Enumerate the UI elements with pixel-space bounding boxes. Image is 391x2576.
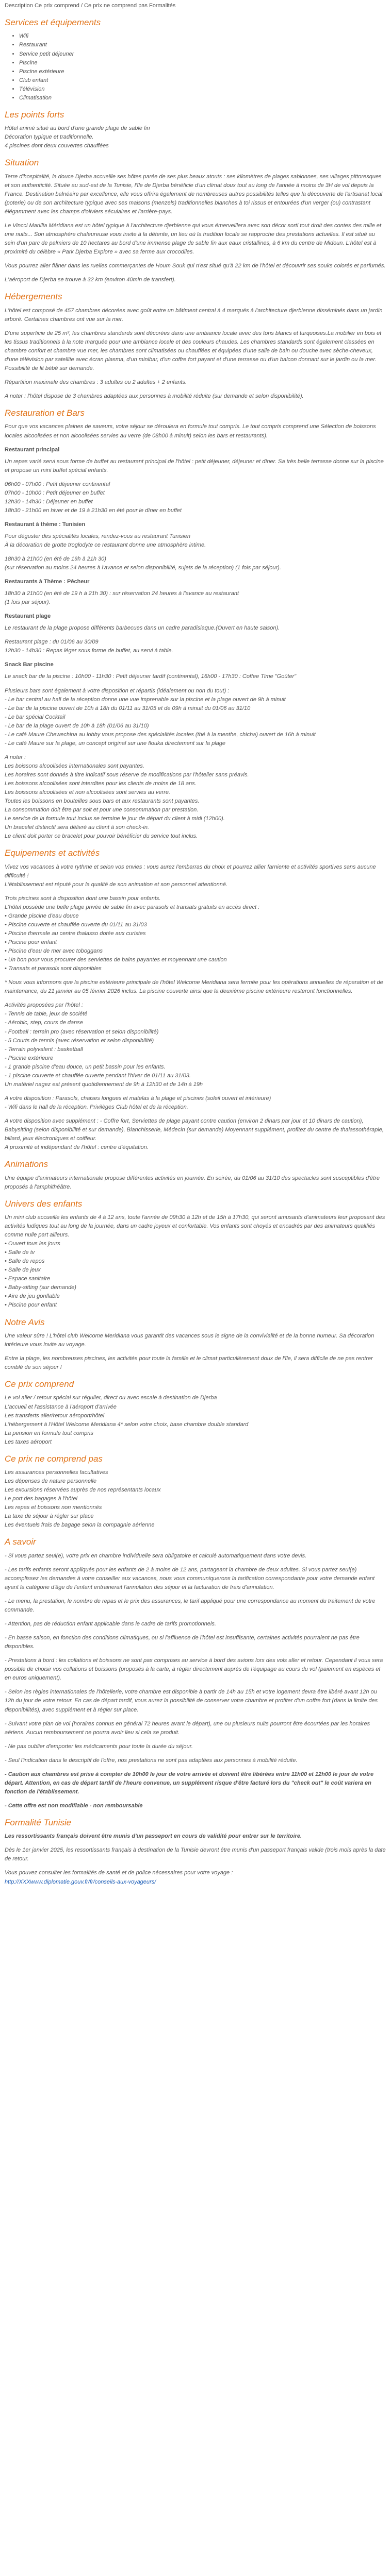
savoir-paragraph: - Les tarifs enfants seront appliqués pour les enfants de 2 à moins de 12 ans, partageant la chambre de deux adultes. Si vous partez seul(e) accomplissez les demandes à votre conseiller aux vacances, nous vous communiquerons la tarification correspondante pour votre demande enfant ayant la catégorie d'âge de l'enfant entrainerait l'annulation des séjour et la facturation de frais d'annulation.: [5, 1566, 375, 1591]
activity-item: - 1 piscine couverte et chauffée ouverte pendant l'hiver de 01/11 au 31/03.: [5, 1072, 191, 1079]
restaurant-plage-desc: Le restaurant de la plage propose différents barbecues dans un cadre paradisiaque.(Ouvert en haute saison).: [5, 625, 280, 632]
savoir-paragraph: - Suivant votre plan de vol (horaires connus en général 72 heures avant le départ), une ou plusieurs nuits pourront être écourtées par les horaires aériens. Aucun remboursement ne pourra avoir lieu si cela se produit.: [5, 1720, 370, 1736]
formalite-passport: [5, 1832, 386, 1841]
notes-title: A noter :: [5, 754, 26, 760]
note-item: La consommation doit être par soit et pour une consommation par prestation.: [5, 807, 199, 814]
formalite-section: [5, 1818, 386, 1887]
service-item: • Restaurant: [19, 41, 386, 49]
breadcrumb: Description Ce prix comprend / Ce prix ne comprend pas Formalités: [5, 3, 176, 9]
savoir-paragraph: - Si vous partez seul(e), votre prix en chambre individuelle sera obligatoire et calculé automatiquement dans votre devis.: [5, 1552, 307, 1559]
equipements-intro: [5, 863, 386, 889]
formalite-title: Formalité Tunisie: [5, 1817, 72, 1827]
activities-list: [5, 1010, 386, 1089]
pecheur-hours-line: 18h30 à 21h00 (en été de 19 h à 21h 30) : sur réservation 24 heures à l'avance au restaurant: [5, 590, 239, 597]
hebergements-title: Hébergements: [5, 292, 62, 302]
restaurant-tunisien-title: Restaurant à thème : Tunisien: [5, 521, 86, 528]
avis-paragraph: Entre la plage, les nombreuses piscines, les activités pour toute la famille et le climat particulièrement doux de l'île, il sera difficile de ne pas rentrer comblé de son séjour !: [5, 1355, 373, 1371]
enfants-item: • Aire de jeu gonflable: [5, 1293, 60, 1300]
snack-bar-desc: Le snack bar de la piscine : 10h00 - 11h30 : Petit déjeuner tardif (continental), 16h00 - 17h30 : Coffee Time "Goûter": [5, 673, 297, 680]
non-compris-item: Les assurances personnelles facultatives: [5, 1469, 108, 1476]
savoir-paragraph: - Le menu, la prestation, le nombre de repas et le prix des assurances, le tarif appliqué pour une correspondance au moment du traitement de votre commande.: [5, 1598, 376, 1614]
point-fort-item: Hôtel animé situé au bord d'une grande plage de sable fin: [5, 125, 150, 132]
animations-title: Animations: [5, 1159, 48, 1170]
formalite-consult: [5, 1869, 386, 1886]
savoir-section: [5, 1537, 386, 1810]
tunisien-hours-line: 18h30 à 21h00 (en été de 19h à 21h 30): [5, 556, 106, 563]
note-item: Le client doit porter ce bracelet pour pouvoir bénéficier du service tout inclus.: [5, 833, 198, 840]
non-compris-item: Les excursions réservées auprès de nos représentants locaux: [5, 1487, 161, 1494]
restaurant-tunisien-desc-1: Pour déguster des spécialités locales, rendez-vous au restaurant Tunisien: [5, 533, 190, 539]
savoir-bold-1: [5, 1770, 386, 1797]
provided-items: [5, 1094, 386, 1112]
hebergements-paragraph: D'une superficie de 25 m², les chambres standards sont décorées dans une ambiance locale avec des tons blancs et turquoises.La mobilier en bois et les tissus traditionnels à la note marquée pour une ambiance locale et des couleurs chaudes. Les chambres standards sont également classées en chambre confort et chambre vue mer, les chambres sont climatisées ou chauffées et équipées d'une salle de bain ou douche avec sèche-cheveux, d'une télévision par satellite avec écran plasma, d'un minibar, d'un coffre fort payant et d'une terrasse ou d'un balcon donnant sur le jardin ou la mer. Possibilité de lit bébé sur demande.: [5, 330, 382, 371]
situation-text: [5, 173, 386, 285]
note-item: Les boissons alcoolisées internationales sont payantes.: [5, 762, 144, 769]
restauration-title: Restauration et Bars: [5, 408, 85, 418]
situation-paragraph: Vous pourrez aller flâner dans les ruelles commerçantes de Houm Souk qui n'est situé qu'à 22 km de l'hôtel et découvrir ses souks colorés et parfumés.: [5, 263, 386, 269]
enfants-section: [5, 1199, 386, 1310]
provided-items-2: - Wifi dans le hall de la réception. Privilèges Club hôtel et de la réception.: [5, 1104, 188, 1110]
equipements-title: Equipements et activités: [5, 848, 100, 858]
equipements-section: [5, 848, 386, 1152]
restaurant-principal-title: Restaurant principal: [5, 446, 60, 453]
activity-item: Un matériel nagez est présent quotidiennement de 9h à 12h30 et de 14h à 19h: [5, 1081, 203, 1088]
paid-services-2: A proximité et indépendant de l'hôtel : centre d'équitation.: [5, 1144, 149, 1151]
restaurant-tunisien-desc: [5, 532, 386, 550]
services-list: [5, 32, 386, 102]
equipements-intro-1: Vivez vos vacances à votre rythme et selon vos envies : vous aurez l'embarras du choix et pourrez allier farniente et activités sportives sans aucune difficulté !: [5, 863, 376, 879]
restaurant-tunisien-desc-2: À la décoration de grotte troglodyte ce restaurant donne une atmosphère intime.: [5, 541, 206, 548]
enfants-item: • Salle de jeux: [5, 1267, 41, 1274]
service-item: • Club enfant: [19, 76, 386, 85]
situation-title: Situation: [5, 158, 39, 168]
activities-title: Activités proposées par l'hôtel :: [5, 1002, 83, 1009]
hebergements-paragraph: L'hôtel est composé de 457 chambres décorées avec goût entre un bâtiment central à 4 marqués à l'architecture djerbienne disséminés dans un jardin arboré. Certaines chambres ont vue sur la mer.: [5, 307, 383, 323]
free-equipment-intro-2: L'hôtel possède une belle plage privée de sable fin avec parasols et transats gratuits en accès direct :: [5, 904, 260, 910]
hebergements-section: [5, 292, 386, 401]
savoir-bold-1-text: - Caution aux chambres est prise à compter de 10h00 le jour de votre arrivée et doivent être libérées entre 11h00 et 12h00 le jour de votre départ. Attention, en cas de départ tardif de l'heure convenue, un supplément risque d'être facturé lors du "check out" le coût variera en fonction de l'établissement.: [5, 1771, 374, 1795]
activity-item: - Aérobic, step, cours de danse: [5, 1020, 83, 1026]
bar-item: - Le bar de la piscine ouvert de 10h à 18h du 01/11 au 31/05 et de 09h à minuit du 01/06 au 31/10: [5, 705, 251, 711]
savoir-paragraph: - Selon les règles internationales de l'hôtellerie, votre chambre est disponible à partir de 14h au 15h et votre logement devra être libéré avant 12h ou 12h du jour de votre retour. En cas de départ tardif, vous aurez la possibilité de conserver votre chambre et profiter d'un coffre fort (dans la limite des disponibilités), avec supplément et à régler sur place.: [5, 1689, 378, 1713]
compris-item: Les taxes aéroport: [5, 1438, 52, 1445]
service-item: • Wifi: [19, 32, 386, 41]
snack-bar-title: Snack Bar piscine: [5, 662, 54, 668]
compris-title: Ce prix comprend: [5, 1379, 74, 1389]
note-item: Le service de la formule tout inclus se termine le jour de départ du client à midi (12h00).: [5, 816, 225, 822]
free-equipment-intro: [5, 894, 386, 912]
free-equipment-item: • Grande piscine d'eau douce: [5, 912, 79, 919]
restaurant-tunisien-hours: [5, 555, 386, 572]
tunisien-hours-line: (sur réservation au moins 24 heures à l'avance et selon disponibilité, sujets de la réception) (1 fois par séjour).: [5, 565, 281, 571]
enfants-item: • Ouvert tous les jours: [5, 1241, 60, 1247]
non-compris-item: La taxe de séjour à régler sur place: [5, 1513, 94, 1520]
activity-item: - 1 grande piscine d'eau douce, un petit bassin pour les enfants.: [5, 1063, 166, 1070]
situation-paragraph: L'aéroport de Djerba se trouve à 32 km (environ 40min de transfert).: [5, 277, 176, 283]
hebergements-text: [5, 307, 386, 401]
restauration-section: [5, 408, 386, 841]
principal-hours-line: 12h30 - 14h30 : Déjeuner en buffet: [5, 498, 93, 505]
plage-hours-line: Restaurant plage : du 01/06 au 30/09: [5, 639, 99, 646]
point-fort-item: 4 piscines dont deux couvertes chauffées: [5, 143, 109, 149]
savoir-bold-2-text: - Cette offre est non modifiable - non remboursable: [5, 1802, 143, 1809]
restaurant-principal-hours: [5, 480, 386, 515]
free-equipment-intro-1: Trois piscines sont à disposition dont une bassin pour enfants.: [5, 895, 161, 902]
service-item: • Télévision: [19, 85, 386, 94]
note-item: Toutes les boissons en bouteilles sous bars et aux restaurants sont payantes.: [5, 798, 200, 805]
avis-paragraph: Une valeur sûre ! L'hôtel club Welcome Meridiana vous garantit des vacances sous le signe de la convivialité et de la bonne humeur. Sa décoration intérieure vous invite au voyage.: [5, 1332, 374, 1348]
restaurant-plage-hours: [5, 638, 386, 655]
hebergements-paragraph: Répartition maximale des chambres : 3 adultes ou 2 adultes + 2 enfants.: [5, 379, 187, 385]
free-equipment-list: [5, 912, 386, 973]
free-equipment-item: • Piscine pour enfant: [5, 939, 57, 946]
enfants-item: • Salle de repos: [5, 1258, 45, 1265]
non-compris-item: Les dépenses de nature personnelle: [5, 1478, 96, 1485]
non-compris-item: Le port des bagages à l'hôtel: [5, 1496, 77, 1502]
non-compris-list: [5, 1468, 386, 1530]
principal-hours-line: 06h00 - 07h00 : Petit déjeuner continental: [5, 481, 110, 487]
restauration-notes: [5, 753, 386, 841]
notes-list: [5, 762, 386, 841]
restaurant-pecheur-hours: [5, 589, 386, 607]
free-equipment-item: • Piscine d'eau de mer avec toboggans: [5, 948, 103, 955]
animations-text: Une équipe d'animateurs internationale propose différentes activités en journée. En soirée, du 01/06 au 31/10 des spectacles sont susceptibles d'être proposés à l'amphithéâtre.: [5, 1175, 380, 1190]
activity-item: - 5 Courts de tennis (avec réservation et selon disponibilité): [5, 1037, 154, 1044]
formalite-date: Dès le 1er janvier 2025, les ressortissants français à destination de la Tunisie devront être munis d'un passeport français valide (trois mois après la date de retour.: [5, 1847, 386, 1862]
service-item: • Climatisation: [19, 94, 386, 103]
savoir-bold-2: [5, 1802, 386, 1810]
note-item: Un bracelet distinctif sera délivré au client à son check-in.: [5, 824, 150, 831]
formalite-link[interactable]: http://XXXwww.diplomatie.gouv.fr/fr/conseils-aux-voyageurs/: [5, 1878, 156, 1885]
bar-item: - Le café Maure Chewechina au lobby vous propose des spécialités locales (thé à la menthe, chicha) ouvert de 16h à minuit: [5, 731, 316, 738]
free-equipment-item: • Un bon pour vous procurer des serviettes de bains payantes et moyennant une caution: [5, 957, 227, 963]
compris-list: [5, 1394, 386, 1446]
compris-item: La pension en formule tout compris: [5, 1430, 93, 1436]
note-item: Les boissons alcoolisées et non alcoolisées sont servies au verre.: [5, 789, 171, 796]
savoir-text: [5, 1552, 386, 1765]
restauration-intro: Pour que vos vacances plaines de saveurs, votre séjour se déroulera en formule tout compris. Le tout compris comprend une Sélection de boissons locales alcoolisées et non alcoolisées servies au verre (de 08h00 à minuit) selon les bars et restaurants).: [5, 423, 376, 439]
avis-text: [5, 1332, 386, 1372]
points-forts-list: [5, 124, 386, 150]
bar-item: - Le bar spécial Cocktail: [5, 714, 66, 720]
enfants-list: [5, 1240, 386, 1310]
savoir-paragraph: - Attention, pas de réduction enfant applicable dans le cadre de tarifs promotionnels.: [5, 1621, 216, 1628]
bar-item: - Le café Maure sur la plage, un concept original sur une flouka directement sur la plage: [5, 740, 226, 747]
non-compris-item: Les éventuels frais de bagage selon la compagnie aérienne: [5, 1522, 155, 1529]
avis-section: [5, 1317, 386, 1372]
savoir-paragraph: - Seul l'indication dans le descriptif de l'offre, nos prestations ne sont pas adaptées aux personnes à mobilité réduite.: [5, 1757, 298, 1764]
enfants-item: • Espace sanitaire: [5, 1276, 51, 1282]
free-equipment-item: • Piscine thermale au centre thalasso dotée aux curistes: [5, 930, 146, 937]
pool-closure-info: * Nous vous informons que la piscine extérieure principale de l'hôtel Welcome Meridiana sera fermée pour les opérations annuelles de réparation et de maintenance, du 21 janvier au 05 février 2026 inclus. La piscine couverte ainsi que la deuxième piscine extérieure resteront fonctionnelles.: [5, 979, 383, 995]
activity-item: - Football : terrain pro (avec réservation et selon disponibilité): [5, 1028, 159, 1035]
activity-item: - Terrain polyvalent : basketball: [5, 1046, 83, 1053]
services-section: [5, 18, 386, 103]
enfants-intro: Un mini club accueille les enfants de 4 à 12 ans, toute l'année de 09h30 à 12h et de 15h à 17h30, qui seront amusants d'animateurs leur proposant des activités ludiques tout au long de la journée, dans un cadre joyeux et confortable. Vos enfants sont choyés et encadrés par des animateurs qualifiés comme nulle part ailleurs.: [5, 1214, 385, 1239]
principal-hours-line: 07h00 - 10h00 : Petit déjeuner en buffet: [5, 489, 105, 496]
bar-item: - Le bar de la plage ouvert de 10h à 18h (01/06 au 31/10): [5, 722, 149, 729]
point-fort-item: Décoration typique et traditionnelle.: [5, 134, 94, 141]
situation-paragraph: Le Vincci Marillia Méridiana est un hôtel typique à l'architecture djerbienne qui vous émerveillera avec son décor sorti tout droit des contes des mille et une nuits... Son atmosphère chaleureuse vous invite à la détente, un lieu où la tradition locale se rapproche des prestations actuelles. Il est situé au sein d'un parc de palmiers de 10 hectares au bord d'une immense plage de sable fin aux eaux cristallines, à 6 km du centre de Midoun. L'hôtel est à proximité du célèbre « Park Djerba Explore » avec sa ferme aux crocodiles.: [5, 222, 382, 256]
compris-item: L'hébergement à l'Hôtel Welcome Meridiana 4* selon votre choix, base chambre double standard: [5, 1421, 249, 1428]
enfants-title: Univers des enfants: [5, 1198, 83, 1209]
pecheur-hours-line: (1 fois par séjour).: [5, 599, 51, 606]
non-compris-title: Ce prix ne comprend pas: [5, 1453, 103, 1464]
bars-list: [5, 696, 386, 748]
points-forts-section: [5, 110, 386, 151]
enfants-item: • Piscine pour enfant: [5, 1302, 57, 1309]
principal-hours-line: 18h30 - 21h00 en hiver et de 19 à 21h30 en été pour le dîner en buffet: [5, 507, 182, 514]
formalite-passport-text: Les ressortissants français doivent être munis d'un passeport en cours de validité pour entrer sur le territoire.: [5, 1833, 302, 1840]
note-item: Les horaires sont donnés à titre indicatif sous réserve de modifications par l'hôtelier sans préavis.: [5, 771, 249, 778]
paid-services-1: A votre disposition avec supplément : - Coffre fort, Serviettes de plage payant contre caution (environ 2 dinars par jour et 10 dinars de caution), Babysitting (selon disponibilité et sur demande), Blanchisserie, Médecin (sur demande) Moyennant supplément, profitez du centre de thalassothérapie, billard, jeux électroniques et coiffeur.: [5, 1117, 384, 1142]
restaurant-principal-desc: Un repas varié servi sous forme de buffet au restaurant principal de l'hôtel : petit déjeuner, déjeuner et dîner. Sa très belle terrasse donne sur la piscine et propose un mini buffet spécial enfants.: [5, 458, 384, 473]
plage-hours-line: 12h30 - 14h30 : Repas léger sous forme de buffet, au servi à table.: [5, 648, 173, 654]
restaurant-plage-title: Restaurant plage: [5, 613, 51, 620]
restaurant-pecheur-title: Restaurants à Thème : Pêcheur: [5, 579, 90, 585]
situation-section: [5, 158, 386, 284]
hebergements-paragraph: A noter : l'hôtel dispose de 3 chambres adaptées aux personnes à mobilité réduite (sur demande et selon disponibilité).: [5, 393, 304, 400]
provided-items-1: A votre disposition : Parasols, chaises longues et matelas à la plage et piscines (soleil ouvert et intérieure): [5, 1095, 271, 1101]
non-compris-section: [5, 1454, 386, 1530]
activity-item: - Tennis de table, jeux de société: [5, 1011, 88, 1018]
compris-item: Le vol aller / retour spécial sur régulier, direct ou avec escale à destination de Djerba: [5, 1395, 217, 1401]
savoir-title: A savoir: [5, 1537, 36, 1547]
savoir-paragraph: - En basse saison, en fonction des conditions climatiques, ou si l'affluence de l'hôtel est insuffisante, certaines activités pourraient ne pas être disponibles.: [5, 1635, 360, 1650]
compris-item: Les transferts aller/retour aéroport/hôtel: [5, 1412, 105, 1419]
note-item: Les boissons alcoolisées sont interdites pour les clients de moins de 18 ans.: [5, 781, 197, 787]
formalite-consult-text: Vous pouvez consulter les formalités de santé et de police nécessaires pour votre voyage :: [5, 1870, 233, 1876]
avis-title: Notre Avis: [5, 1317, 45, 1327]
points-forts-title: Les points forts: [5, 109, 64, 120]
savoir-paragraph: - Prestations à bord : les collations et boissons ne sont pas comprises au service à bord des avions lors des vols aller et retour. Cependant il vous sera possible de choisir vos collations et boissons (proposés à la carte, à régler directement auprès de l'équipage au cours du vol (paiement en espèces et en euros uniquement).: [5, 1657, 383, 1682]
enfants-item: • Baby-sitting (sur demande): [5, 1284, 76, 1291]
services-title: Services et équipements: [5, 18, 101, 28]
free-equipment-item: • Piscine couverte et chauffée ouverte du 01/11 au 31/03: [5, 922, 147, 928]
enfants-item: • Salle de tv: [5, 1249, 35, 1256]
compris-section: [5, 1379, 386, 1447]
activity-item: - Piscine extérieure: [5, 1055, 54, 1061]
service-item: • Piscine extérieure: [19, 67, 386, 76]
bars-intro: Plusieurs bars sont également à votre disposition et répartis (idéalement ou non du tout) :: [5, 687, 230, 694]
animations-section: [5, 1159, 386, 1191]
equipements-intro-2: L'établissement est réputé pour la qualité de son animation et son personnel attentionné.: [5, 881, 227, 888]
service-item: • Service petit déjeuner: [19, 50, 386, 59]
free-equipment-item: • Transats et parasols sont disponibles: [5, 965, 102, 972]
non-compris-item: Les repas et boissons non mentionnés: [5, 1504, 102, 1511]
service-item: • Piscine: [19, 59, 386, 67]
compris-item: L'accueil et l'assistance à l'aéroport d'arrivée: [5, 1403, 117, 1410]
bar-item: - Le bar central au hall de la réception donne une vue imprenable sur la piscine et la plage ouvert de 9h à minuit: [5, 696, 286, 703]
paid-services: [5, 1117, 386, 1152]
savoir-paragraph: - Ne pas oublier d'emporter les médicaments pour toute la durée du séjour.: [5, 1743, 193, 1750]
situation-paragraph: Terre d'hospitalité, la douce Djerba accueille ses hôtes parée de ses plus beaux atouts : ses kilomètres de plages sablonnes, ses villages pittoresques et son authenticité. Située au sud-est de la Tunisie, l'île de Djerba bénéficie d'un climat doux tout au long de l'année à moins de 3H de vol depuis la France. Destination balnéaire par excellence, elle vous offrira également de nombreuses autres possibilités telles que la découverte de l'artisanat local (poterie) ou de son architecture typique avec ses maisons (menzels) traditionnelles blanches à toi rissus et entourées d'un verger (ou) contrastant élégamment avec les champs d'oliviers séculaires et l'arrière-pays.: [5, 173, 383, 215]
